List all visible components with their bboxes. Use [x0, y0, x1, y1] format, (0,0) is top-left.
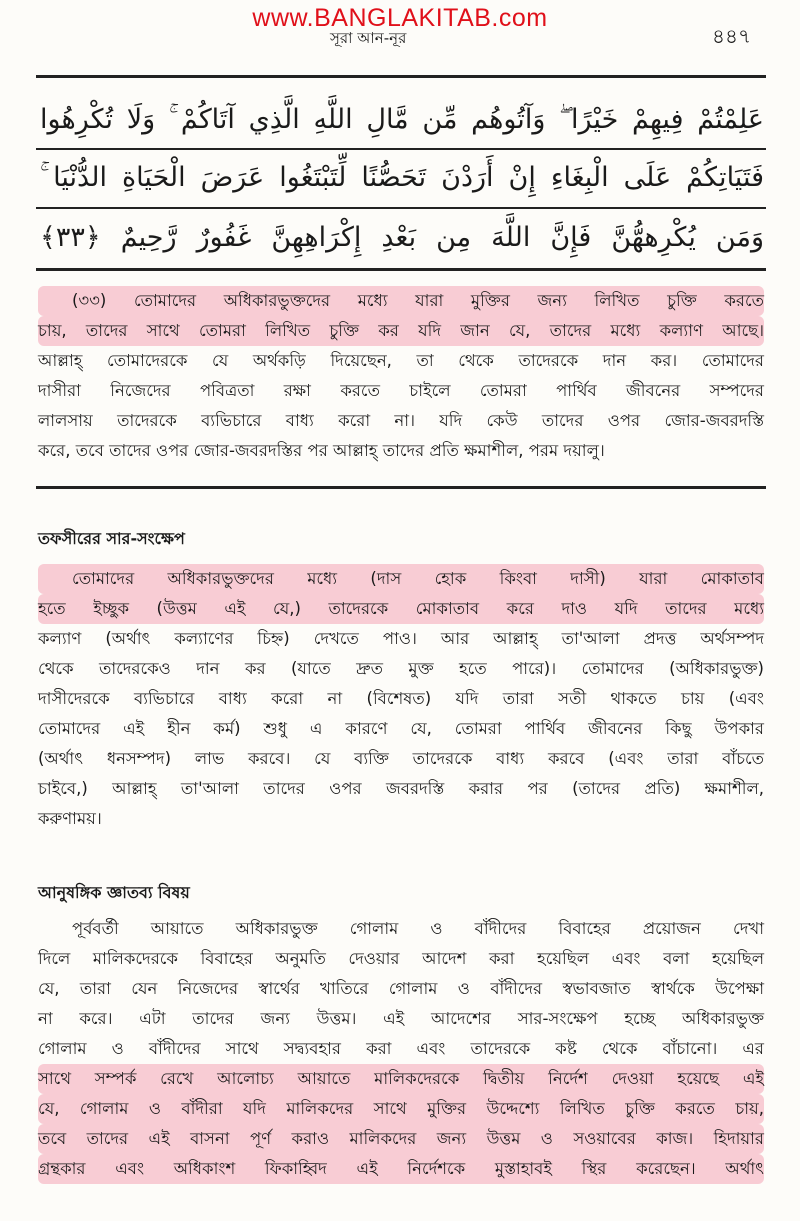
- translation-paragraph: [38, 286, 764, 466]
- notes-line: তবে তাদের এই বাসনা পূর্ণ করাও মালিকদের জন্য উত্তম ও সওয়াবের কাজ। হিদায়ার: [38, 1124, 764, 1154]
- verse-bottom-rule: [36, 268, 766, 271]
- section-heading-notes: আনুষঙ্গিক জ্ঞাতব্য বিষয়: [38, 883, 190, 902]
- translation-line: লালসায় তাদেরকে ব্যভিচারে বাধ্য করো না। যদি কেউ তাদের ওপর জোর-জবরদস্তি: [38, 411, 764, 430]
- verse-divider: [36, 148, 766, 150]
- notes-line: গোলাম ও বাঁদীদের সাথে সদ্ব্যবহার করা এবং তাদেরকে কষ্ট থেকে বাঁচানো। এর: [38, 1039, 764, 1058]
- top-rule: [36, 75, 766, 78]
- verse-divider: [36, 207, 766, 209]
- translation-line: চায়, তাদের সাথে তোমরা লিখিত চুক্তি কর যদি জান যে, তাদের মধ্যে কল্যাণ আছে।: [38, 316, 764, 346]
- tafsir-line: তোমাদের অধিকারভুক্তদের মধ্যে (দাস হোক কিংবা দাসী) যারা মোকাতাব: [38, 564, 764, 594]
- notes-line: পূর্ববর্তী আয়াতে অধিকারভুক্ত গোলাম ও বাঁদীদের বিবাহের প্রয়োজন দেখা: [72, 919, 764, 938]
- translation-line: (৩৩) তোমাদের অধিকারভুক্তদের মধ্যে যারা মুক্তির জন্য লিখিত চুক্তি করতে: [38, 286, 764, 316]
- tafsir-paragraph: [38, 564, 764, 834]
- tafsir-line: দাসীদেরকে ব্যভিচারে বাধ্য করো না (বিশেষত) যদি তারা সতী থাকতে চায় (এবং: [38, 689, 764, 708]
- notes-line: গ্রন্থকার এবং অধিকাংশ ফিকাহ্বিদ এই নির্দেশকে মুস্তাহাবই স্থির করেছেন। অর্থাৎ: [38, 1154, 764, 1184]
- section-heading-tafsir: তফসীরের সার-সংক্ষেপ: [38, 529, 185, 548]
- running-head: সূরা আন-নূর: [330, 29, 407, 47]
- arabic-verse-line: وَمَن يُكْرِههُّنَّ فَإِنَّ اللَّهَ مِن بَعْدِ إِكْرَاهِهِنَّ غَفُورٌ رَّحِيمٌ ﴿٣٣﴾: [40, 222, 764, 253]
- tafsir-line: থেকে তাদেরকেও দান কর (যাতে দ্রুত মুক্ত হতে পারে)। তোমাদের (অধিকারভুক্ত): [38, 659, 764, 678]
- arabic-verse-line: عَلِمْتُمْ فِيهِمْ خَيْرًا ۖ وَآتُوهُم مِّن مَّالِ اللَّهِ الَّذِي آتَاكُمْ ۚ وَلَا تُكْرِهُوا: [40, 104, 764, 135]
- translation-line: দাসীরা নিজেদের পবিত্রতা রক্ষা করতে চাইলে তোমরা পার্থিব জীবনের সম্পদের: [38, 381, 764, 400]
- translation-bottom-rule: [36, 486, 766, 489]
- notes-line: সাথে সম্পর্ক রেখে আলোচ্য আয়াতে মালিকদেরকে দ্বিতীয় নির্দেশ দেওয়া হয়েছে এই: [38, 1064, 764, 1094]
- notes-line: যে, গোলাম ও বাঁদীরা যদি মালিকদের সাথে মুক্তির উদ্দেশ্যে লিখিত চুক্তি করতে চায়,: [38, 1094, 764, 1124]
- arabic-verse-line: فَتَيَاتِكُمْ عَلَى الْبِغَاءِ إِنْ أَرَدْنَ تَحَصُّنًا لِّتَبْتَغُوا عَرَضَ الْحَيَاةِ الدُّنْيَا ۚ: [40, 162, 764, 193]
- tafsir-line: হতে ইচ্ছুক (উত্তম এই যে,) তাদেরকে মোকাতাব করে দাও যদি তাদের মধ্যে: [38, 594, 764, 624]
- translation-line: করে, তবে তাদের ওপর জোর-জবরদস্তির পর আল্লাহ্ তাদের প্রতি ক্ষমাশীল, পরম দয়ালু।: [38, 441, 605, 460]
- translation-line: আল্লাহ্ তোমাদেরকে যে অর্থকড়ি দিয়েছেন, তা থেকে তাদেরকে দান কর। তোমাদের: [38, 351, 764, 370]
- notes-paragraph: [38, 914, 764, 1184]
- notes-line: না করে। এটা তাদের জন্য উত্তম। এই আদেশের সার-সংক্ষেপ হচ্ছে অধিকারভুক্ত: [38, 1009, 764, 1028]
- tafsir-line: (অর্থাৎ ধনসম্পদ) লাভ করবে। যে ব্যক্তি তাদেরকে বাধ্য করবে (এবং তারা বাঁচতে: [38, 749, 764, 768]
- tafsir-line: করুণাময়।: [38, 809, 102, 828]
- watermark: www.BANGLAKITAB.com: [252, 4, 548, 32]
- page-number: ৪৪৭: [712, 24, 751, 48]
- tafsir-line: কল্যাণ (অর্থাৎ কল্যাণের চিহ্ন) দেখতে পাও। আর আল্লাহ্ তা'আলা প্রদত্ত অর্থসম্পদ: [38, 629, 764, 648]
- tafsir-line: চাইবে,) আল্লাহ্ তা'আলা তাদের ওপর জবরদস্তি করার পর (তাদের প্রতি) ক্ষমাশীল,: [38, 779, 764, 798]
- notes-line: যে, তারা যেন নিজেদের স্বার্থের খাতিরে গোলাম ও বাঁদীদের স্বভাবজাত স্বার্থকে উপেক্ষা: [38, 979, 764, 998]
- tafsir-line: তোমাদের এই হীন কর্ম) শুধু এ কারণে যে, তোমরা পার্থিব জীবনের কিছু উপকার: [38, 719, 764, 738]
- notes-line: দিলে মালিকদেরকে বিবাহের অনুমতি দেওয়ার আদেশ করা হয়েছিল এবং বলা হয়েছিল: [38, 949, 764, 968]
